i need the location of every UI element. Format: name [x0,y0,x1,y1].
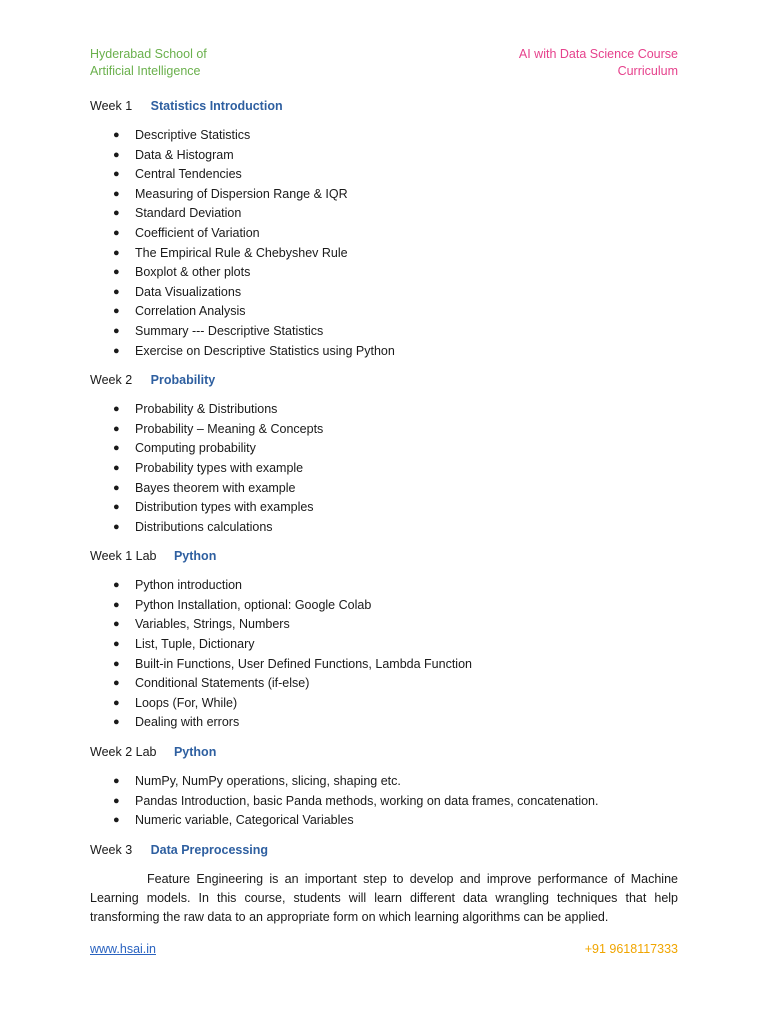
list-item-text: Pandas Introduction, basic Panda methods, working on data frames, concatenation. [135,793,599,808]
bullet-dot-icon: ● [113,344,120,357]
week-label: Week 1 Lab [90,549,157,564]
list-item [90,459,678,479]
course-title-line1: AI with Data Science Course [518,47,678,61]
week-label: Week 2 [90,373,133,388]
week-label: Week 2 Lab [90,745,157,760]
week-topic: Python [173,745,217,760]
list-item [90,694,678,714]
bullet-dot-icon: ● [113,207,120,220]
list-item-text: Exercise on Descriptive Statistics using Python [135,343,395,358]
website-link[interactable]: www.hsai.in [90,942,156,956]
bullet-dot-icon: ● [113,638,120,651]
list-item-text: Descriptive Statistics [135,128,251,142]
bullet-dot-icon: ● [113,579,120,592]
bullet-dot-icon: ● [113,226,120,239]
bullet-dot-icon: ● [113,657,120,670]
list-item [90,185,678,205]
list-item-text: Numeric variable, Categorical Variables [135,813,354,828]
list-item-text: Data Visualizations [135,284,242,299]
list-item [90,615,678,635]
bullet-dot-icon: ● [113,696,120,709]
list-item-text: Dealing with errors [135,715,240,730]
list-item-text: Built-in Functions, User Defined Functions, Lambda Function [135,656,472,671]
school-name [90,46,207,80]
list-item [90,439,678,459]
list-item-text: Boxplot & other plots [135,265,251,280]
week-label: Week 1 [90,99,133,113]
list-item-text: Data & Histogram [135,147,234,162]
bullet-dot-icon: ● [113,403,120,416]
list-item [90,322,678,342]
bullet-dot-icon: ● [113,168,120,181]
list-item-text: Bayes theorem with example [135,480,296,495]
school-name-line1: Hyderabad School of [90,47,207,61]
list-item [90,420,678,440]
bullet-dot-icon: ● [113,794,120,807]
school-name-line2: Artificial Intelligence [90,64,201,78]
list-item [90,126,678,146]
bullet-dot-icon: ● [113,324,120,337]
week-topic: Python [173,549,217,564]
list-item [90,713,678,733]
list-item-text: Central Tendencies [135,167,242,182]
bullet-dot-icon: ● [113,187,120,200]
list-item-text: Computing probability [135,441,256,456]
topic-list [90,772,678,831]
list-item-text: List, Tuple, Dictionary [135,637,255,652]
topic-list [90,576,678,733]
list-item-text: Distributions calculations [135,519,273,534]
list-item-text: Standard Deviation [135,206,242,221]
bullet-dot-icon: ● [113,246,120,259]
course-title-line2: Curriculum [617,64,678,78]
bullet-dot-icon: ● [113,266,120,279]
bullet-dot-icon: ● [113,618,120,631]
bullet-dot-icon: ● [113,775,120,788]
list-item [90,772,678,792]
list-item [90,792,678,812]
list-item-text: Probability types with example [135,460,304,475]
course-title [519,46,678,80]
list-item [90,596,678,616]
list-item [90,655,678,675]
list-item-text: Probability – Meaning & Concepts [135,421,324,436]
bullet-dot-icon: ● [113,520,120,533]
bullet-dot-icon: ● [113,461,120,474]
list-item [90,146,678,166]
bullet-dot-icon: ● [113,481,120,494]
week-topic: Probability [150,373,216,388]
list-item-text: Variables, Strings, Numbers [135,617,290,632]
list-item [90,224,678,244]
bullet-dot-icon: ● [113,501,120,514]
list-item-text: Summary --- Descriptive Statistics [135,323,324,338]
list-item [90,342,678,362]
week-section [90,97,678,361]
list-item [90,811,678,831]
phone-number: +91 9618117333 [584,942,678,956]
week-heading [90,743,678,762]
bullet-dot-icon: ● [113,148,120,161]
bullet-dot-icon: ● [113,285,120,298]
week-heading [90,371,678,390]
list-item-text: NumPy, NumPy operations, slicing, shaping etc. [135,774,401,789]
list-item [90,244,678,264]
list-item [90,498,678,518]
list-item-text: Coefficient of Variation [135,225,260,240]
curriculum-content [90,97,678,927]
list-item-text: Conditional Statements (if-else) [135,676,310,691]
list-item-text: The Empirical Rule & Chebyshev Rule [135,245,348,260]
list-item-text: Probability & Distributions [135,402,278,417]
bullet-dot-icon: ● [113,716,120,729]
bullet-dot-icon: ● [113,305,120,318]
list-item [90,400,678,420]
list-item-text: Distribution types with examples [135,500,314,515]
page-footer [90,942,678,962]
week-heading [90,547,678,566]
week-topic: Statistics Introduction [150,99,283,113]
week3-description: Feature Engineering is an important step to develop and improve performance of Machine Learning models. In this course, students will learn different data wrangling techniques that help transforming the raw data to an appropriate form on which learning algorithms can be applied. [90,871,678,924]
list-item-text: Python Installation, optional: Google Colab [135,597,372,612]
list-item-text: Measuring of Dispersion Range & IQR [135,186,348,201]
list-item [90,263,678,283]
bullet-dot-icon: ● [113,129,120,141]
list-item [90,576,678,596]
bullet-dot-icon: ● [113,814,120,827]
bullet-dot-icon: ● [113,442,120,455]
list-item-text: Correlation Analysis [135,304,246,319]
week-heading [90,97,678,116]
week-heading [90,841,678,860]
list-item [90,302,678,322]
list-item [90,674,678,694]
bullet-dot-icon: ● [113,598,120,611]
topic-list [90,400,678,537]
week-section [90,841,678,927]
week-section [90,743,678,831]
week-topic: Data Preprocessing [150,842,269,857]
bullet-dot-icon: ● [113,422,120,435]
list-item-text: Python introduction [135,578,243,593]
topic-list [90,126,678,361]
bullet-dot-icon: ● [113,677,120,690]
list-item [90,518,678,538]
list-item [90,204,678,224]
list-item [90,283,678,303]
page-header [90,46,678,86]
list-item [90,635,678,655]
list-item [90,479,678,499]
week-section [90,547,678,733]
list-item [90,165,678,185]
week-section [90,371,678,537]
week-label: Week 3 [90,842,133,857]
list-item-text: Loops (For, While) [135,695,238,710]
